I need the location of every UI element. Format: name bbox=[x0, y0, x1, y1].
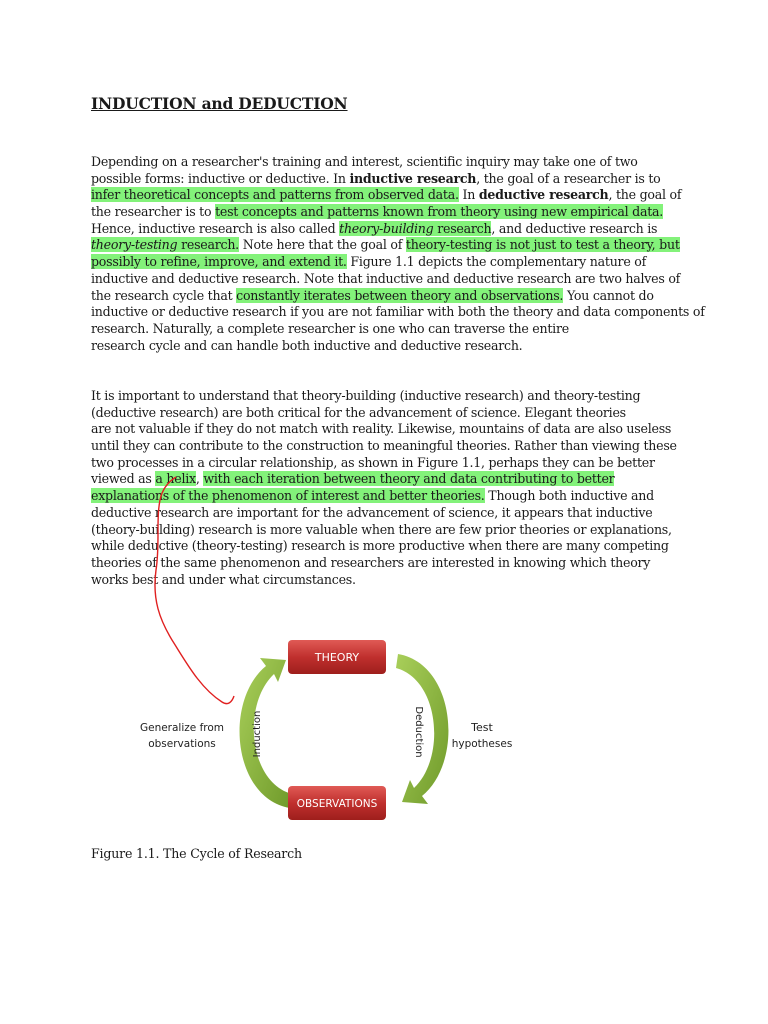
p1-line-11: research. Naturally, a complete researcher is one who can traverse the entire bbox=[91, 320, 569, 336]
p1-text: , the goal of a researcher is to bbox=[476, 170, 661, 186]
p1-text: the researcher is to bbox=[91, 204, 216, 220]
p1-line-7 bbox=[91, 254, 691, 271]
p1-text: the research cycle that bbox=[91, 287, 237, 303]
research-cycle-diagram bbox=[120, 630, 540, 830]
p2-line-12: works best and under what circumstances. bbox=[91, 571, 356, 587]
highlight: possibly to refine, improve, and extend it. bbox=[91, 254, 347, 270]
p1-line-1: Depending on a researcher's training and interest, scientific inquiry may take one of two bbox=[91, 154, 638, 169]
p1-line-5 bbox=[91, 221, 691, 238]
highlight: a helix bbox=[155, 471, 196, 487]
p2-line-7 bbox=[91, 488, 691, 505]
p2-line-1: It is important to understand that theory-building (inductive research) and theory-testing bbox=[91, 388, 641, 403]
p1-text: Note here that the goal of bbox=[238, 237, 406, 253]
p1-text: possible forms: inductive or deductive. In bbox=[91, 170, 350, 186]
p2-line-9: (theory-building) research is more valuable when there are few prior theories or explanations, bbox=[91, 521, 672, 537]
p2-text: viewed as bbox=[91, 471, 156, 487]
p1-line-3 bbox=[91, 187, 691, 204]
observations-label: OBSERVATIONS bbox=[296, 798, 378, 810]
p2-line-3: are not valuable if they do not match with reality. Likewise, mountains of data are also useless bbox=[91, 421, 672, 437]
p2-line-11: theories of the same phenomenon and researchers are interested in knowing which theory bbox=[91, 554, 651, 570]
paragraph-1 bbox=[91, 154, 705, 354]
p1-text: research bbox=[433, 220, 492, 236]
p1-text: Figure 1.1 depicts the complementary nature of bbox=[346, 254, 647, 270]
p1-text: , and deductive research is bbox=[491, 220, 658, 236]
right-text-2: hypotheses bbox=[451, 738, 513, 750]
p2-line-4: until they can contribute to the construction to meaningful theories. Rather than viewing these bbox=[91, 438, 677, 454]
right-text-1: Test bbox=[471, 721, 493, 734]
p2-line-5: two processes in a circular relationship, as shown in Figure 1.1, perhaps they can be better bbox=[91, 454, 655, 470]
highlight: explanations of the phenomenon of interest and better theories. bbox=[91, 488, 485, 504]
highlight: theory-testing is not just to test a theory, but bbox=[405, 237, 680, 253]
p1-line-9 bbox=[91, 288, 691, 305]
p1-line-6 bbox=[91, 237, 691, 254]
highlight bbox=[91, 237, 239, 252]
p1-line-8: inductive and deductive research. Note that inductive and deductive research are two halves of bbox=[91, 270, 681, 286]
p1-line-2 bbox=[91, 171, 691, 188]
p1-text: , the goal of bbox=[608, 187, 682, 203]
left-text-1: Generalize from bbox=[139, 722, 225, 734]
figure-caption: Figure 1.1. The Cycle of Research bbox=[91, 846, 302, 861]
induction-arrow bbox=[240, 658, 292, 808]
highlight: constantly iterates between theory and observations. bbox=[236, 287, 564, 303]
p1-line-10: inductive or deductive research if you are not familiar with both the theory and data components of bbox=[91, 304, 705, 320]
left-text-2: observations bbox=[148, 738, 216, 750]
term-theory-building: theory-building bbox=[339, 220, 434, 236]
theory-label: THEORY bbox=[314, 651, 360, 664]
p2-line-6 bbox=[91, 471, 691, 488]
paragraph-2 bbox=[91, 388, 691, 588]
document-title: INDUCTION and DEDUCTION bbox=[91, 94, 348, 113]
p2-line-2: (deductive research) are both critical for the advancement of science. Elegant theories bbox=[91, 404, 626, 420]
p2-text: , bbox=[195, 471, 204, 487]
p1-text: In bbox=[458, 187, 479, 203]
p1-line-4 bbox=[91, 204, 691, 221]
p1-text: research. bbox=[177, 237, 239, 253]
p2-text: Though both inductive and bbox=[484, 488, 654, 504]
p1-text: Hence, inductive research is also called bbox=[91, 220, 340, 236]
p2-line-8: deductive research are important for the advancement of science, it appears that inductive bbox=[91, 504, 653, 520]
deduction-label: Deduction bbox=[413, 706, 424, 758]
induction-label: Induction bbox=[252, 710, 263, 758]
highlight: test concepts and patterns known from theory using new empirical data. bbox=[215, 204, 664, 220]
highlight bbox=[339, 221, 491, 236]
term-inductive-research: inductive research bbox=[349, 170, 477, 186]
term-theory-testing: theory-testing bbox=[91, 237, 178, 253]
p1-line-12: research cycle and can handle both inductive and deductive research. bbox=[91, 337, 523, 353]
highlight: with each iteration between theory and data contributing to better bbox=[203, 471, 615, 487]
p2-line-10: while deductive (theory-testing) research is more productive when there are many competing bbox=[91, 538, 669, 554]
p1-text: You cannot do bbox=[563, 287, 654, 303]
term-deductive-research: deductive research bbox=[478, 187, 609, 203]
highlight: infer theoretical concepts and patterns from observed data. bbox=[91, 187, 459, 203]
